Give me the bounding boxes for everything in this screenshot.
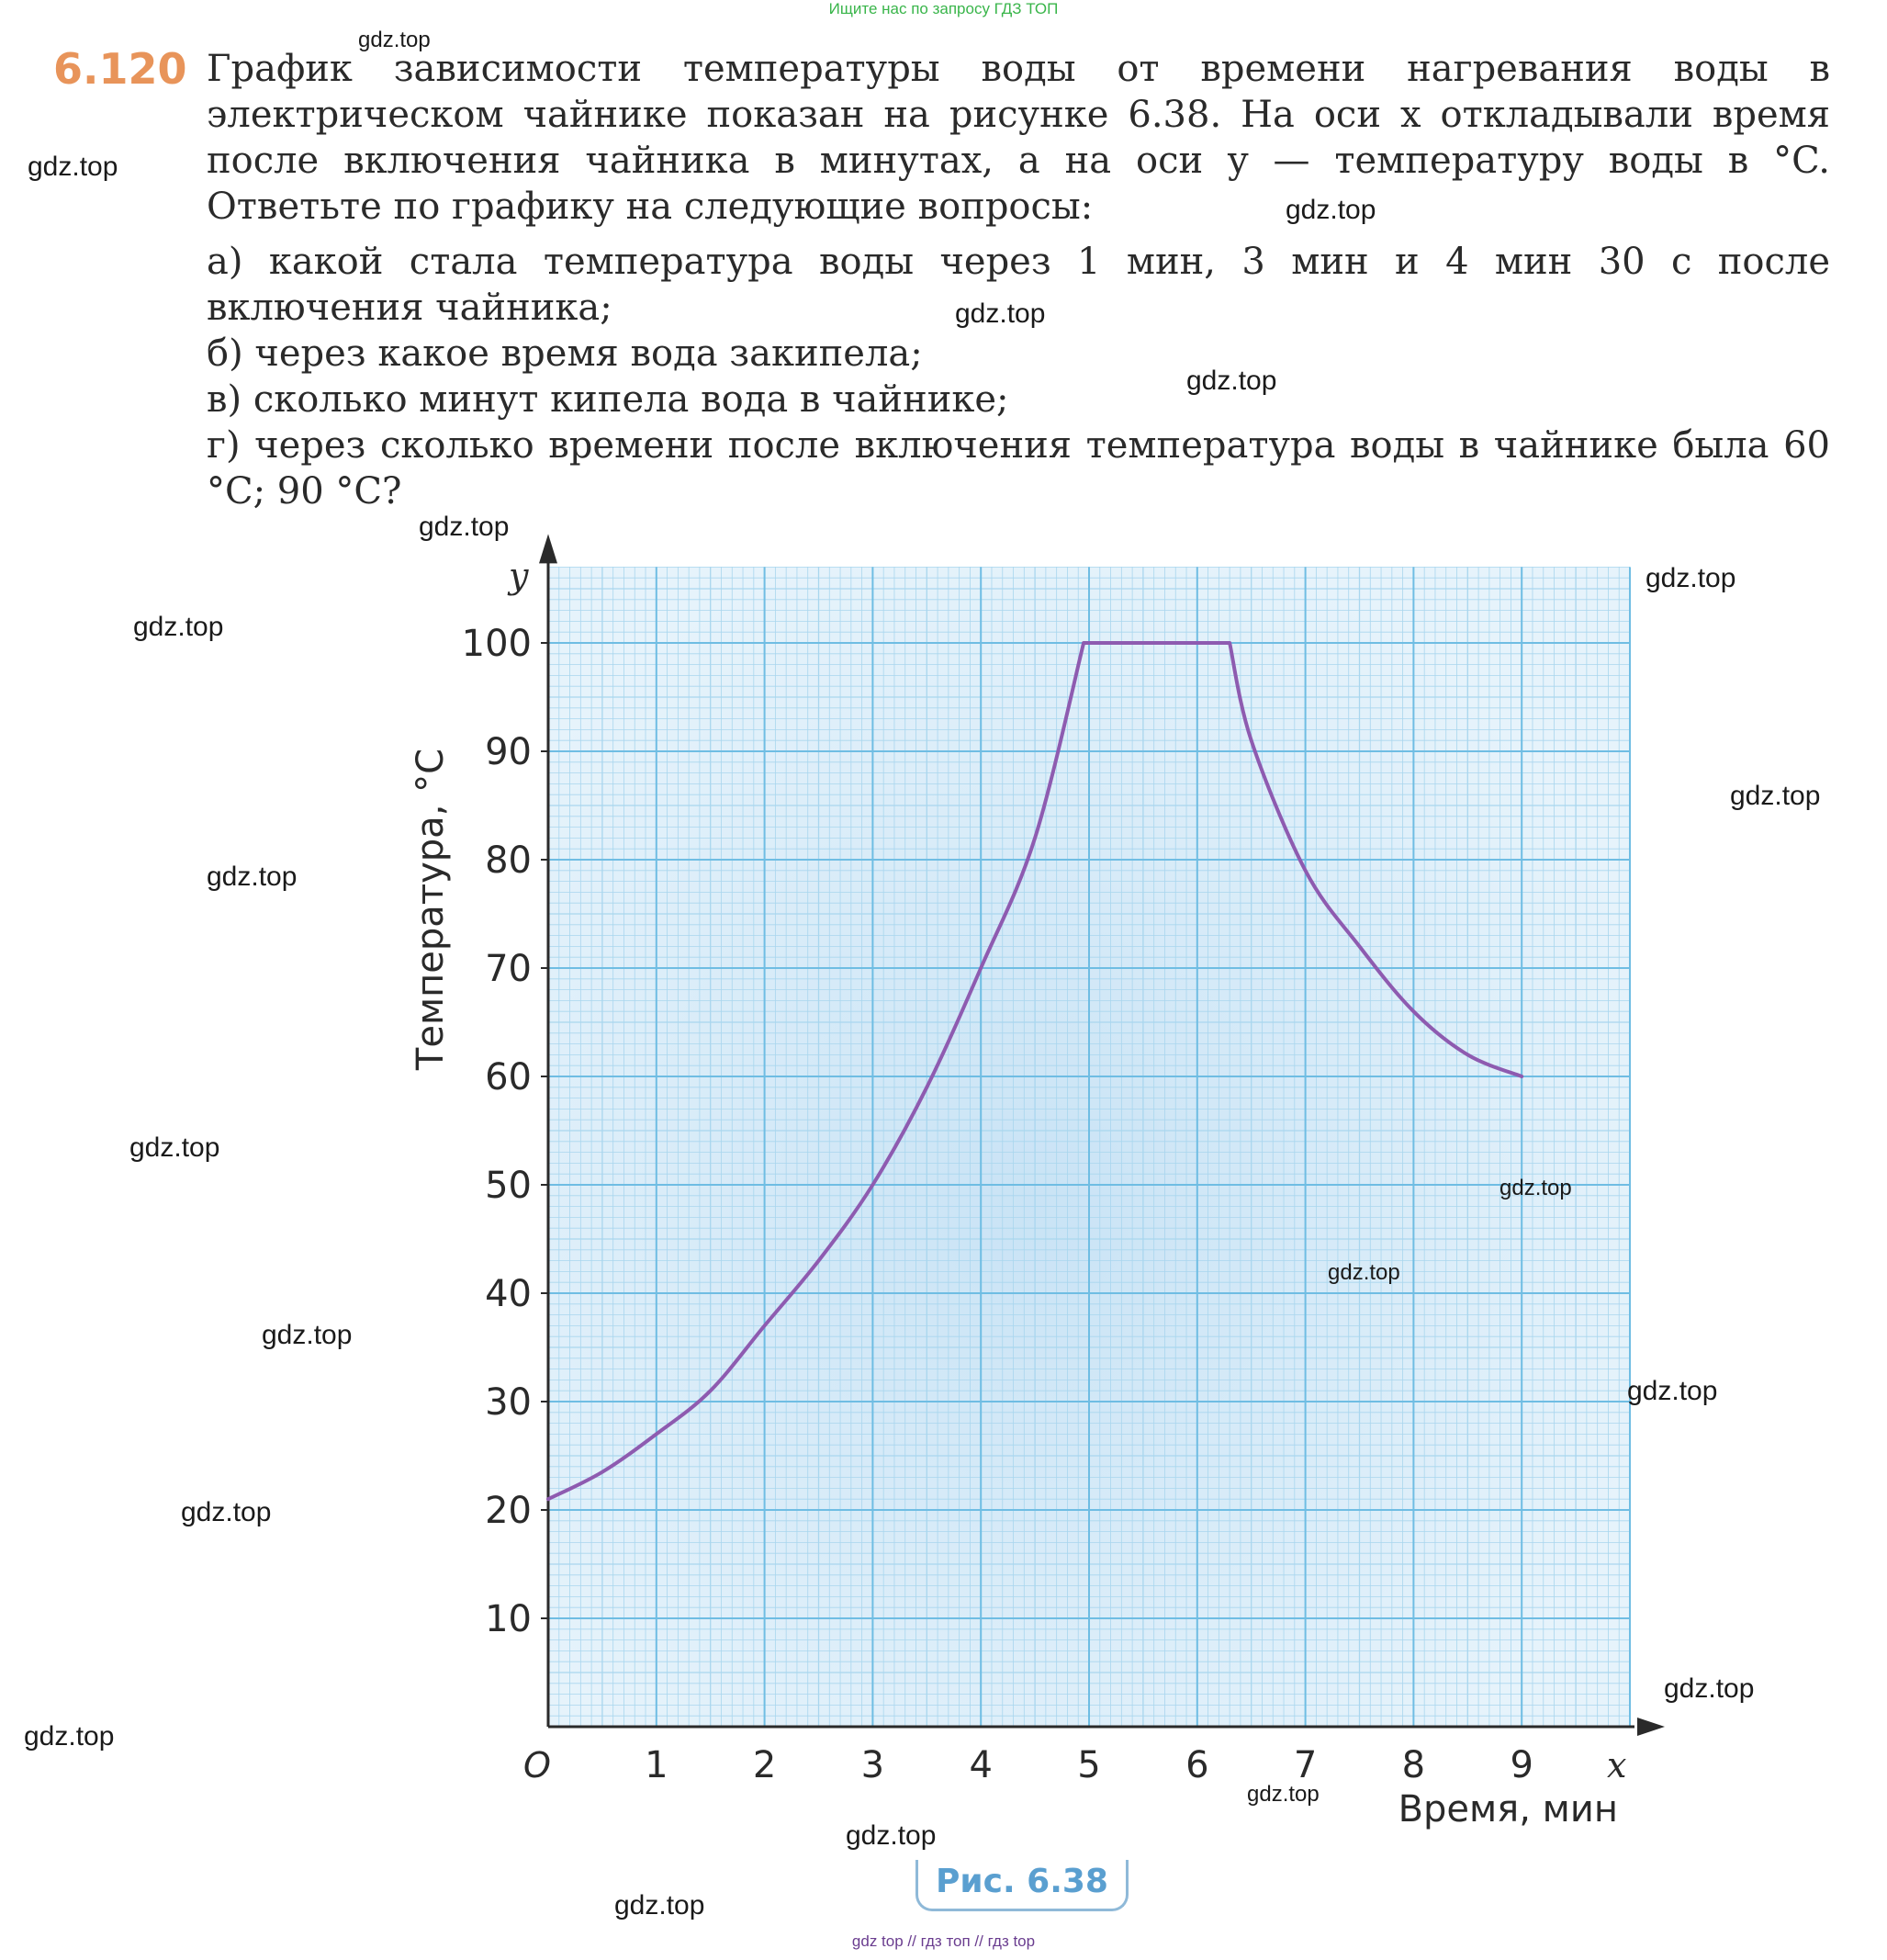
watermark: gdz.top: [1186, 366, 1277, 396]
figure-caption: Рис. 6.38: [936, 1863, 1108, 1900]
watermark: gdz.top: [1730, 781, 1821, 811]
x-tick-label: 3: [860, 1744, 885, 1786]
x-tick-label: 7: [1293, 1744, 1318, 1786]
question-b: б) через какое время вода закипела;: [207, 332, 923, 375]
question-d: г) через сколько времени после включения температура воды в чайнике была 60 °C; 90 °C?: [207, 424, 1830, 513]
watermark: gdz.top: [1627, 1376, 1718, 1406]
watermark: gdz.top: [358, 28, 431, 52]
watermark: gdz.top: [207, 862, 298, 892]
x-tick-label: 5: [1077, 1744, 1101, 1786]
watermark: gdz.top: [1328, 1260, 1400, 1285]
x-axis-arrow: [1637, 1718, 1665, 1736]
y-tick-label: 30: [485, 1381, 532, 1424]
watermark: gdz.top: [614, 1890, 705, 1921]
watermark: gdz.top: [846, 1820, 937, 1851]
y-tick-label: 20: [485, 1490, 532, 1532]
y-axis-arrow: [539, 534, 557, 563]
question-c: в) сколько минут кипела вода в чайнике;: [207, 378, 1009, 421]
x-tick-label: 2: [752, 1744, 777, 1786]
origin-label: O: [523, 1745, 551, 1785]
y-axis-symbol: y: [509, 556, 529, 596]
watermark: gdz.top: [1664, 1673, 1755, 1704]
watermark: gdz.top: [28, 152, 118, 182]
top-banner: Ищите нас по запросу ГДЗ ТОП: [828, 0, 1059, 17]
y-axis-title: Температура, °C: [410, 748, 452, 1071]
y-tick-label: 40: [485, 1273, 532, 1315]
x-tick-label: 8: [1401, 1744, 1426, 1786]
x-tick-label: 4: [969, 1744, 993, 1786]
x-tick-label: 1: [645, 1744, 668, 1786]
watermark: gdz.top: [1247, 1782, 1320, 1807]
x-axis-title: Время, мин: [1398, 1788, 1618, 1830]
watermark: gdz.top: [262, 1320, 353, 1350]
y-tick-label: 10: [485, 1598, 532, 1640]
y-tick-label: 70: [485, 948, 532, 990]
x-tick-label: 9: [1510, 1744, 1533, 1786]
watermark: gdz.top: [955, 299, 1046, 329]
question-a: а) какой стала температура воды через 1 мин, 3 мин и 4 мин 30 с после включения чайника;: [207, 241, 1830, 329]
watermark: gdz.top: [133, 612, 224, 642]
watermark: gdz.top: [129, 1132, 220, 1163]
y-tick-label: 50: [485, 1165, 532, 1207]
y-tick-label: 60: [485, 1056, 532, 1098]
watermark: gdz.top: [1499, 1176, 1572, 1200]
y-tick-label: 80: [485, 839, 532, 882]
x-axis-symbol: x: [1607, 1745, 1627, 1785]
watermark: gdz.top: [1286, 195, 1376, 225]
x-tick-label: 6: [1185, 1744, 1209, 1786]
problem-intro: График зависимости температуры воды от времени нагревания воды в электрическом чайнике показан на рисунке 6.38. На оси x откладывали время после включения чайника в минутах, а на оси y — температуру воды в °C. Ответьте по графику на следующие вопросы:: [207, 48, 1830, 228]
watermark: gdz.top: [1646, 563, 1736, 593]
bottom-links: gdz top // гдз топ // гдз top: [851, 1932, 1036, 1950]
problem-number: 6.120: [53, 44, 187, 94]
watermark: gdz.top: [24, 1721, 115, 1752]
watermark: gdz.top: [181, 1497, 272, 1527]
y-tick-label: 100: [461, 623, 532, 665]
watermark: gdz.top: [419, 512, 510, 542]
y-tick-label: 90: [485, 731, 532, 773]
